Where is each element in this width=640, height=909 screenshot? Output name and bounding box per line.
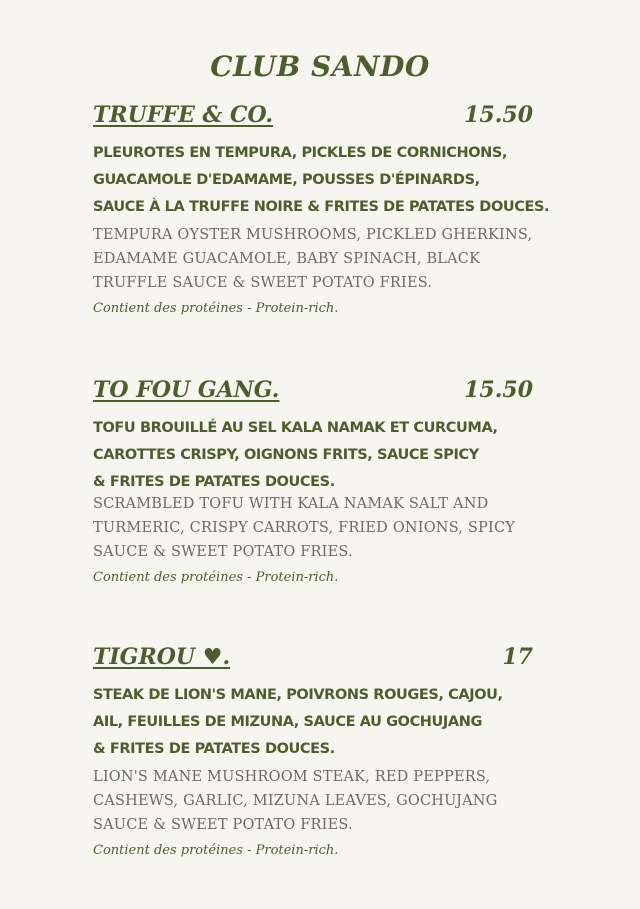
item-price: 15.50 — [464, 377, 533, 403]
description-fr-line: PLEUROTES EN TEMPURA, PICKLES DE CORNICHONS, — [93, 145, 508, 161]
description-fr-line: & FRITES DE PATATES DOUCES. — [93, 474, 335, 490]
description-en — [93, 492, 543, 564]
description-en-line: SCRAMBLED TOFU WITH KALA NAMAK SALT AND — [93, 496, 489, 512]
description-en-line: LION'S MANE MUSHROOM STEAK, RED PEPPERS, — [93, 769, 491, 785]
item-name: TO FOU GANG. — [93, 377, 280, 403]
description-fr — [93, 415, 543, 496]
description-fr — [93, 140, 550, 221]
item-header — [93, 377, 543, 407]
description-en-line: SAUCE & SWEET POTATO FRIES. — [93, 544, 353, 560]
description-en-line: EDAMAME GUACAMOLE, BABY SPINACH, BLACK — [93, 251, 481, 267]
description-fr-line: & FRITES DE PATATES DOUCES. — [93, 741, 335, 757]
menu-item-tigrou — [93, 644, 543, 858]
description-fr-line: TOFU BROUILLÉ AU SEL KALA NAMAK ET CURCUMA, — [93, 420, 498, 436]
description-en-line: TURMERIC, CRISPY CARROTS, FRIED ONIONS, SPICY — [93, 520, 516, 536]
protein-note: Contient des protéines - Protein-rich. — [93, 301, 339, 316]
item-header — [93, 644, 543, 674]
description-fr — [93, 682, 543, 763]
description-en-line: TEMPURA OYSTER MUSHROOMS, PICKLED GHERKINS, — [93, 227, 533, 243]
menu-item-truffe — [93, 102, 550, 316]
protein-note: Contient des protéines - Protein-rich. — [93, 843, 339, 858]
menu-item-to-fou-gang — [93, 377, 543, 585]
description-en-line: CASHEWS, GARLIC, MIZUNA LEAVES, GOCHUJANG — [93, 793, 498, 809]
description-en — [93, 765, 543, 837]
item-name: TIGROU ♥. — [93, 644, 231, 670]
description-fr-line: STEAK DE LION'S MANE, POIVRONS ROUGES, CAJOU, — [93, 687, 503, 703]
description-en-line: TRUFFLE SAUCE & SWEET POTATO FRIES. — [93, 275, 433, 291]
description-fr-line: CAROTTES CRISPY, OIGNONS FRITS, SAUCE SPICY — [93, 447, 479, 463]
protein-note: Contient des protéines - Protein-rich. — [93, 570, 339, 585]
item-name: TRUFFE & CO. — [93, 102, 274, 128]
description-fr-line: SAUCE À LA TRUFFE NOIRE & FRITES DE PATATES DOUCES. — [93, 199, 550, 215]
description-en-line: SAUCE & SWEET POTATO FRIES. — [93, 817, 353, 833]
description-en — [93, 223, 543, 295]
item-price: 15.50 — [464, 102, 533, 128]
item-price: 17 — [502, 644, 533, 670]
item-header — [93, 102, 543, 132]
description-fr-line: AIL, FEUILLES DE MIZUNA, SAUCE AU GOCHUJANG — [93, 714, 482, 730]
description-fr-line: GUACAMOLE D'EDAMAME, POUSSES D'ÉPINARDS, — [93, 172, 480, 188]
menu-title: CLUB SANDO — [210, 50, 430, 83]
